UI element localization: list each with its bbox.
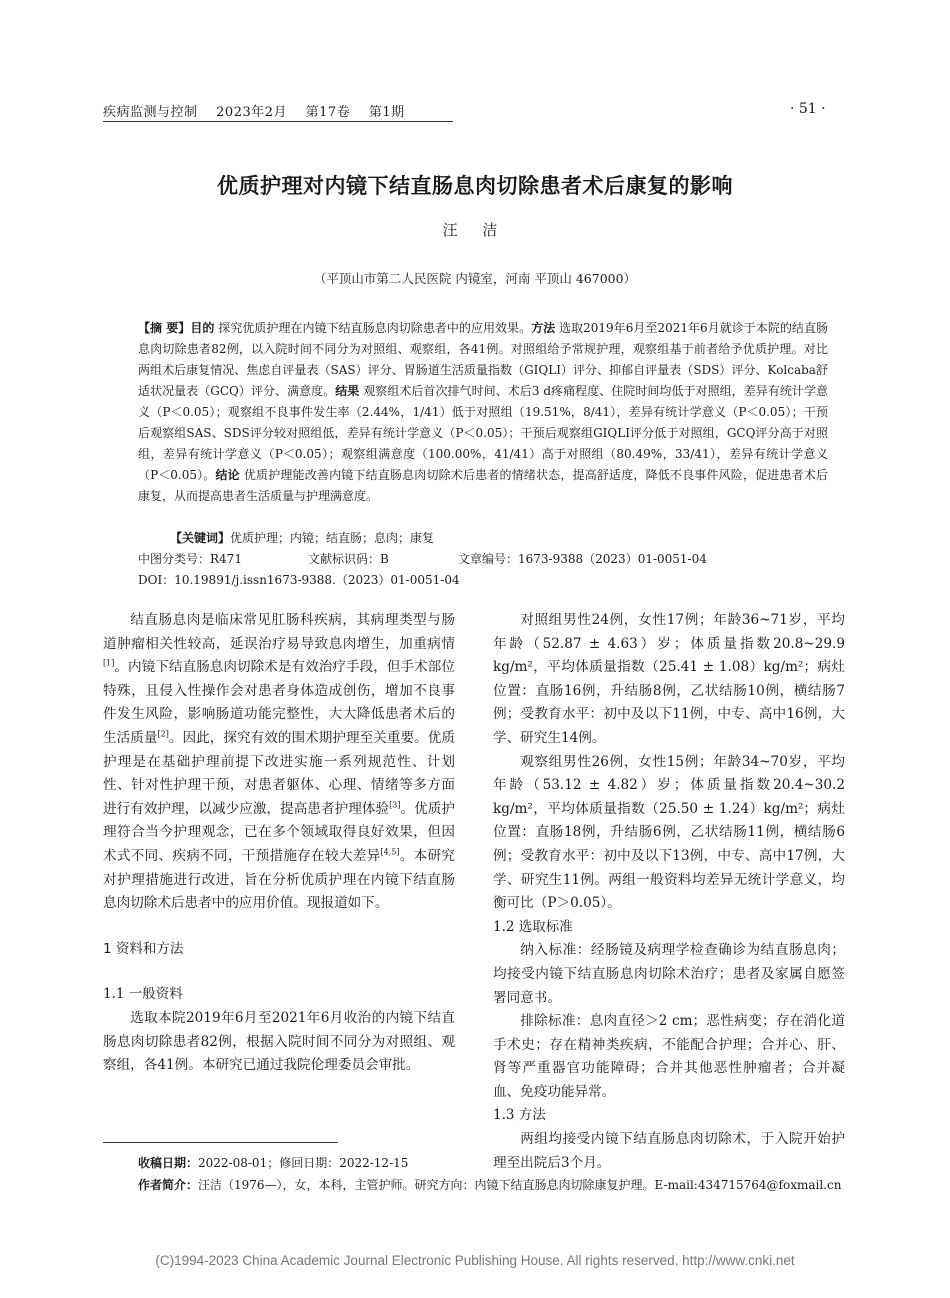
received-label: 收稿日期： <box>138 1156 199 1170</box>
result-label: 结果 <box>335 384 360 398</box>
keywords-label: 【关键词】 <box>170 531 231 545</box>
classification-line <box>138 549 838 570</box>
citation-4-5: [4,5] <box>380 847 400 857</box>
method-label: 方法 <box>531 321 556 335</box>
running-header <box>103 101 419 120</box>
issue: 第1期 <box>368 105 405 120</box>
section-1-heading: 1 资料和方法 <box>103 940 184 957</box>
page-number: · 51 · <box>790 101 826 117</box>
issue-date: 2023年2月 <box>216 105 288 120</box>
header-rule <box>103 121 453 122</box>
volume: 第17卷 <box>305 105 351 120</box>
article-title: 优质护理对内镜下结直肠息肉切除患者术后康复的影响 <box>217 174 733 198</box>
section-1-3-paragraph: 两组均接受内镜下结直肠息肉切除术，于入院开始护理至出院后3个月。 <box>493 1131 845 1171</box>
keywords-text: 优质护理；内镜；结直肠；息肉；康复 <box>230 531 435 545</box>
article-number-value: 1673-9388（2023）01-0051-04 <box>518 552 707 566</box>
abstract-method: 选取2019年6月至2021年6月就诊于本院的结直肠息肉切除患者82例，以入院时间不同分为对照组、观察组，各41例。对照组给予常规护理，观察组基于前者给予优质护理。对比两组术后康复情况、焦虑自评量表（SAS）评分、胃肠道生活质量指数（GIQLI）评分、抑郁自评量表（SDS）评分、Kolcaba舒适状况量表（GCQ）评分、满意度。 <box>138 321 828 398</box>
observation-group-paragraph: 观察组男性26例，女性15例；年龄34~70岁，平均年龄（53.12 ± 4.82）岁；体质量指数20.4~30.2 kg/m²，平均体质量指数（25.50 ± 1.24）kg/m²；病灶位置：直肠18例，升结肠6例，乙状结肠11例，横结肠6例；受教育水平：初中及以下13例，中专、高中17例，大学、研究生11例。两组一般资料均差异无统计学意义，均衡可比（P＞0.05）。 <box>493 753 845 912</box>
article-number-label: 文章编号： <box>458 552 519 566</box>
citation-2: [2] <box>157 729 169 739</box>
doc-code-value: B <box>380 552 389 566</box>
right-column <box>493 609 845 1175</box>
section-1-2-heading: 1.2 选取标准 <box>493 918 573 935</box>
control-group-paragraph: 对照组男性24例，女性17例；年龄36~71岁，平均年龄（52.87 ± 4.63）岁；体质量指数20.8~29.9 kg/m²，平均体质量指数（25.41 ± 1.08）kg/m²；病灶位置：直肠16例，升结肠8例，乙状结肠10例，横结肠7例；受教育水平：初中及以下11例，中专、高中16例，大学、研究生14例。 <box>493 612 845 746</box>
copyright-notice: (C)1994-2023 China Academic Journal Electronic Publishing House. All rights reserved. http://www.cnki.net <box>155 1253 795 1268</box>
section-1-1-paragraph: 选取本院2019年6月至2021年6月收治的内镜下结直肠息肉切除患者82例，根据入院时间不同分为对照组、观察组，各41例。本研究已通过我院伦理委员会审批。 <box>103 1009 455 1074</box>
abstract-result: 观察组术后首次排气时间、术后3 d疼痛程度、住院时间均低于对照组，差异有统计学意义（P＜0.05）；观察组不良事件发生率（2.44%，1/41）低于对照组（19.51%，8/41），差异有统计学意义（P＜0.05）；干预后观察组SAS、SDS评分较对照组低，差异有统计学意义（P＜0.05）；干预后观察组GIQLI评分低于对照组，GCQ评分高于对照组，差异有统计学意义（P＜0.05）；观察组满意度（100.00%，41/41）高于对照组（80.49%，33/41），差异有统计学意义（P＜0.05）。 <box>138 384 828 482</box>
doc-code-label: 文献标识码： <box>308 552 381 566</box>
intro-paragraph: 结直肠息肉是临床常见肛肠科疾病，其病理类型与肠道肿瘤相关性较高，延误治疗易导致息肉增生，加重病情[1]。内镜下结直肠息肉切除术是有效治疗手段，但手术部位特殊，且侵入性操作会对患者身体造成创伤，增加不良事件发生风险，影响肠道功能完整性，大大降低患者术后的生活质量[2]。因此，探究有效的围术期护理至关重要。优质护理是在基础护理前提下改进实施一系列规范性、计划性、针对性护理干预，对患者躯体、心理、情绪等多方面进行有效护理，以减少应激，提高患者护理体验[3]。优质护理符合当今护理观念，已在多个领域取得良好效果，但因术式不同、疾病不同，干预措施存在较大差异[4,5]。本研究对护理措施进行改进，旨在分析优质护理在内镜下结直肠息肉切除术后患者中的应用价值。现报道如下。 <box>103 612 456 912</box>
bio-label: 作者简介： <box>138 1178 199 1192</box>
section-1-3-heading: 1.3 方法 <box>493 1107 546 1124</box>
author-name: 汪 洁 <box>442 221 508 239</box>
conclusion-label: 结论 <box>215 468 240 482</box>
author-bio: 汪洁（1976—），女，本科，主管护师。研究方向：内镜下结直肠息肉切除康复护理。E-mail:434715764@foxmail.cn <box>198 1178 842 1192</box>
affiliation: （平顶山市第二人民医院 内镜室，河南 平顶山 467000） <box>313 271 637 286</box>
keywords <box>170 528 434 549</box>
clc-label: 中图分类号： <box>138 552 211 566</box>
clc-value: R471 <box>210 552 242 566</box>
section-1-1-heading: 1.1 一般资料 <box>103 986 183 1003</box>
abstract-conclusion: 优质护理能改善内镜下结直肠息肉切除术后患者的情绪状态，提高舒适度，降低不良事件风险，促进患者术后康复，从而提高患者生活质量与护理满意度。 <box>138 468 828 503</box>
left-column <box>103 609 455 1078</box>
citation-3: [3] <box>389 800 401 810</box>
abstract <box>138 318 828 507</box>
received-dates: 2022-08-01；修回日期：2022-12-15 <box>198 1156 409 1170</box>
inclusion-criteria: 纳入标准：经肠镜及病理学检查确诊为结直肠息肉；均接受内镜下结直肠息肉切除术治疗；患者及家属自愿签署同意书。 <box>493 942 845 1006</box>
author-bio-line <box>138 1175 858 1195</box>
purpose-label: 目的 <box>190 321 215 335</box>
exclusion-criteria: 排除标准：息肉直径＞2 cm；恶性病变；存在消化道手术史；存在精神类疾病，不能配合护理；合并心、肝、肾等严重器官功能障碍；合并其他恶性肿瘤者；合并凝血、免疫功能异常。 <box>493 1013 845 1100</box>
abstract-purpose: 探究优质护理在内镜下结直肠息肉切除患者中的应用效果。 <box>218 321 532 335</box>
citation-1: [1] <box>103 658 115 668</box>
journal-name: 疾病监测与控制 <box>103 105 198 120</box>
footnote-rule <box>103 1142 338 1143</box>
abstract-label: 【摘 要】 <box>138 321 191 335</box>
doi: DOI：10.19891/j.issn1673-9388.（2023）01-0051-04 <box>138 573 460 587</box>
received-date-line <box>138 1153 408 1173</box>
